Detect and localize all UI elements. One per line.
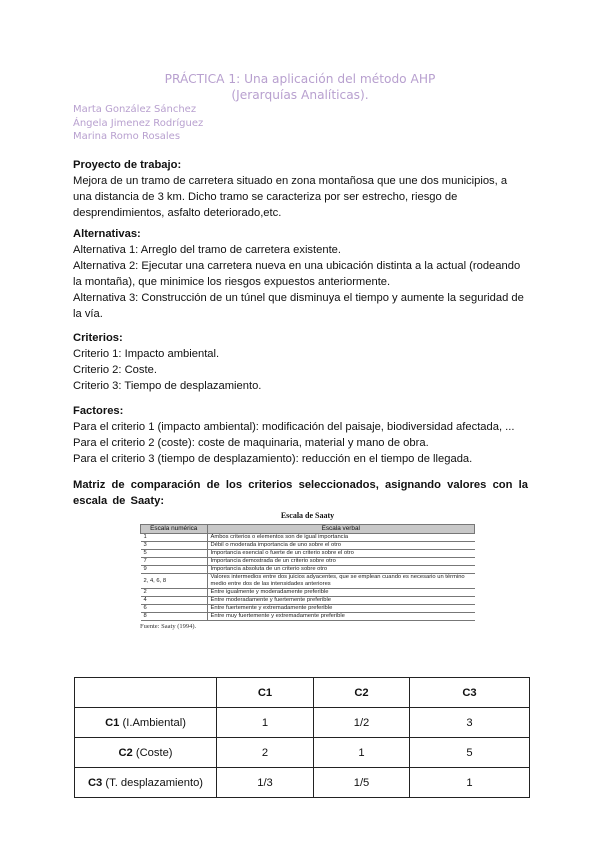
- alternativa-item: Alternativa 1: Arreglo del tramo de carretera existente.: [73, 244, 342, 256]
- matrix-row: [75, 708, 530, 738]
- saaty-value: 2, 4, 6, 8: [141, 574, 208, 589]
- saaty-value: 3: [141, 542, 208, 550]
- matrix-header-row: [75, 678, 530, 708]
- author-name: Marina Romo Rosales: [73, 131, 181, 142]
- proyecto-section: [73, 157, 528, 221]
- saaty-caption: Escala de Saaty: [280, 511, 335, 520]
- matrix-cell: 1: [410, 768, 530, 798]
- saaty-value: 8: [141, 613, 208, 621]
- alternativa-item: Alternativa 3: Construcción de un túnel que disminuya el tiempo y aumente la seguridad de la vía.: [73, 292, 524, 320]
- matrix-row: [75, 768, 530, 798]
- saaty-row: [141, 542, 475, 550]
- saaty-row: [141, 597, 475, 605]
- saaty-scale-figure: [140, 510, 475, 632]
- criterion-code: C2: [118, 746, 133, 759]
- criterio-item: Criterio 1: Impacto ambiental.: [73, 348, 220, 360]
- author-list: [73, 103, 203, 144]
- matrix-row: [75, 738, 530, 768]
- matrix-cell: 1/2: [314, 708, 410, 738]
- alternativa-item: Alternativa 2: Ejecutar una carretera nueva en una ubicación distinta a la actual (rodeando la montaña), que minimice los riesgos expuestos anteriormente.: [73, 260, 521, 288]
- saaty-value: 7: [141, 558, 208, 566]
- factor-item: Para el criterio 3 (tiempo de desplazamiento): reducción en el tiempo de llegada.: [73, 453, 473, 465]
- saaty-description: Entre moderadamente y fuertemente preferible: [207, 597, 475, 605]
- proyecto-text: Mejora de un tramo de carretera situado en zona montañosa que une dos municipios, a una distancia de 3 km. Dicho tramo se caracteriza por ser estrecho, riesgo de desprendimientos, asfalto deteriorado,etc.: [73, 175, 508, 219]
- saaty-value: 1: [141, 534, 208, 542]
- matrix-cell: 3: [410, 708, 530, 738]
- matrix-row-label: [75, 738, 217, 768]
- author-name: Ángela Jimenez Rodríguez: [73, 117, 204, 129]
- matrix-header-cell: C1: [217, 678, 314, 708]
- document-subtitle: (Jerarquías Analíticas).: [231, 88, 369, 102]
- criterion-label: (I.Ambiental): [119, 716, 186, 729]
- saaty-source: Fuente: Saaty (1994).: [140, 623, 197, 630]
- document-title: PRÁCTICA 1: Una aplicación del método AHP: [164, 72, 436, 86]
- criterio-item: Criterio 3: Tiempo de desplazamiento.: [73, 380, 262, 392]
- saaty-value: 6: [141, 605, 208, 613]
- saaty-table: [140, 524, 475, 621]
- matrix-row-label: [75, 708, 217, 738]
- matrix-cell: 1/3: [217, 768, 314, 798]
- saaty-value: 5: [141, 550, 208, 558]
- saaty-description: Importancia demostrada de un criterio sobre otro: [207, 558, 475, 566]
- matriz-heading: Matriz de comparación de los criterios seleccionados, asignando valores con la escala de Saaty:: [73, 479, 528, 507]
- saaty-description: Valores intermedios entre dos juicios adyacentes, que se emplean cuando es necesario un término medio entre dos de las intensidades anteriores: [207, 574, 475, 589]
- matrix-cell: 5: [410, 738, 530, 768]
- saaty-row: [141, 534, 475, 542]
- criterion-label: (T. desplazamiento): [102, 776, 204, 789]
- criterio-item: Criterio 2: Coste.: [73, 364, 157, 376]
- criterion-code: C3: [87, 776, 103, 789]
- saaty-value: 9: [141, 566, 208, 574]
- saaty-col-header: Escala verbal: [207, 525, 475, 534]
- saaty-description: Entre igualmente y moderadamente preferible: [207, 589, 475, 597]
- saaty-description: Importancia esencial o fuerte de un criterio sobre el otro: [207, 550, 475, 558]
- criterion-label: (Coste): [132, 746, 173, 759]
- factor-item: Para el criterio 2 (coste): coste de maquinaria, material y mano de obra.: [73, 437, 429, 449]
- criterios-section: [73, 330, 528, 394]
- proyecto-heading: Proyecto de trabajo:: [73, 159, 182, 171]
- criterios-heading: Criterios:: [73, 332, 123, 344]
- saaty-row: [141, 558, 475, 566]
- saaty-value: 4: [141, 597, 208, 605]
- comparison-matrix: [74, 677, 530, 798]
- saaty-row: [141, 605, 475, 613]
- saaty-row: [141, 550, 475, 558]
- saaty-description: Débil o moderada importancia de uno sobre el otro: [207, 542, 475, 550]
- saaty-value: 2: [141, 589, 208, 597]
- saaty-description: Entre fuertemente y extremadamente preferible: [207, 605, 475, 613]
- matrix-cell: 1/5: [314, 768, 410, 798]
- saaty-row: [141, 574, 475, 589]
- alternativas-section: [73, 226, 528, 322]
- factor-item: Para el criterio 1 (impacto ambiental): modificación del paisaje, biodiversidad afectada, ...: [73, 421, 515, 433]
- author-name: Marta González Sánchez: [73, 104, 197, 115]
- matrix-header-cell: [75, 678, 217, 708]
- matrix-header-cell: C2: [314, 678, 410, 708]
- matrix-cell: 1: [217, 708, 314, 738]
- matrix-cell: 1: [314, 738, 410, 768]
- saaty-description: Ambos criterios o elementos son de igual importancia: [207, 534, 475, 542]
- matrix-cell: 2: [217, 738, 314, 768]
- matrix-header-cell: C3: [410, 678, 530, 708]
- criterion-code: C1: [105, 716, 120, 729]
- saaty-col-header: Escala numérica: [141, 525, 208, 534]
- factores-section: [73, 403, 528, 467]
- matrix-row-label: [75, 768, 217, 798]
- saaty-description: Importancia absoluta de un criterio sobre otro: [207, 566, 475, 574]
- saaty-description: Entre muy fuertemente y extremadamente preferible: [207, 613, 475, 621]
- saaty-row: [141, 566, 475, 574]
- saaty-row: [141, 589, 475, 597]
- alternativas-heading: Alternativas:: [73, 228, 141, 240]
- factores-heading: Factores:: [73, 405, 124, 417]
- saaty-row: [141, 613, 475, 621]
